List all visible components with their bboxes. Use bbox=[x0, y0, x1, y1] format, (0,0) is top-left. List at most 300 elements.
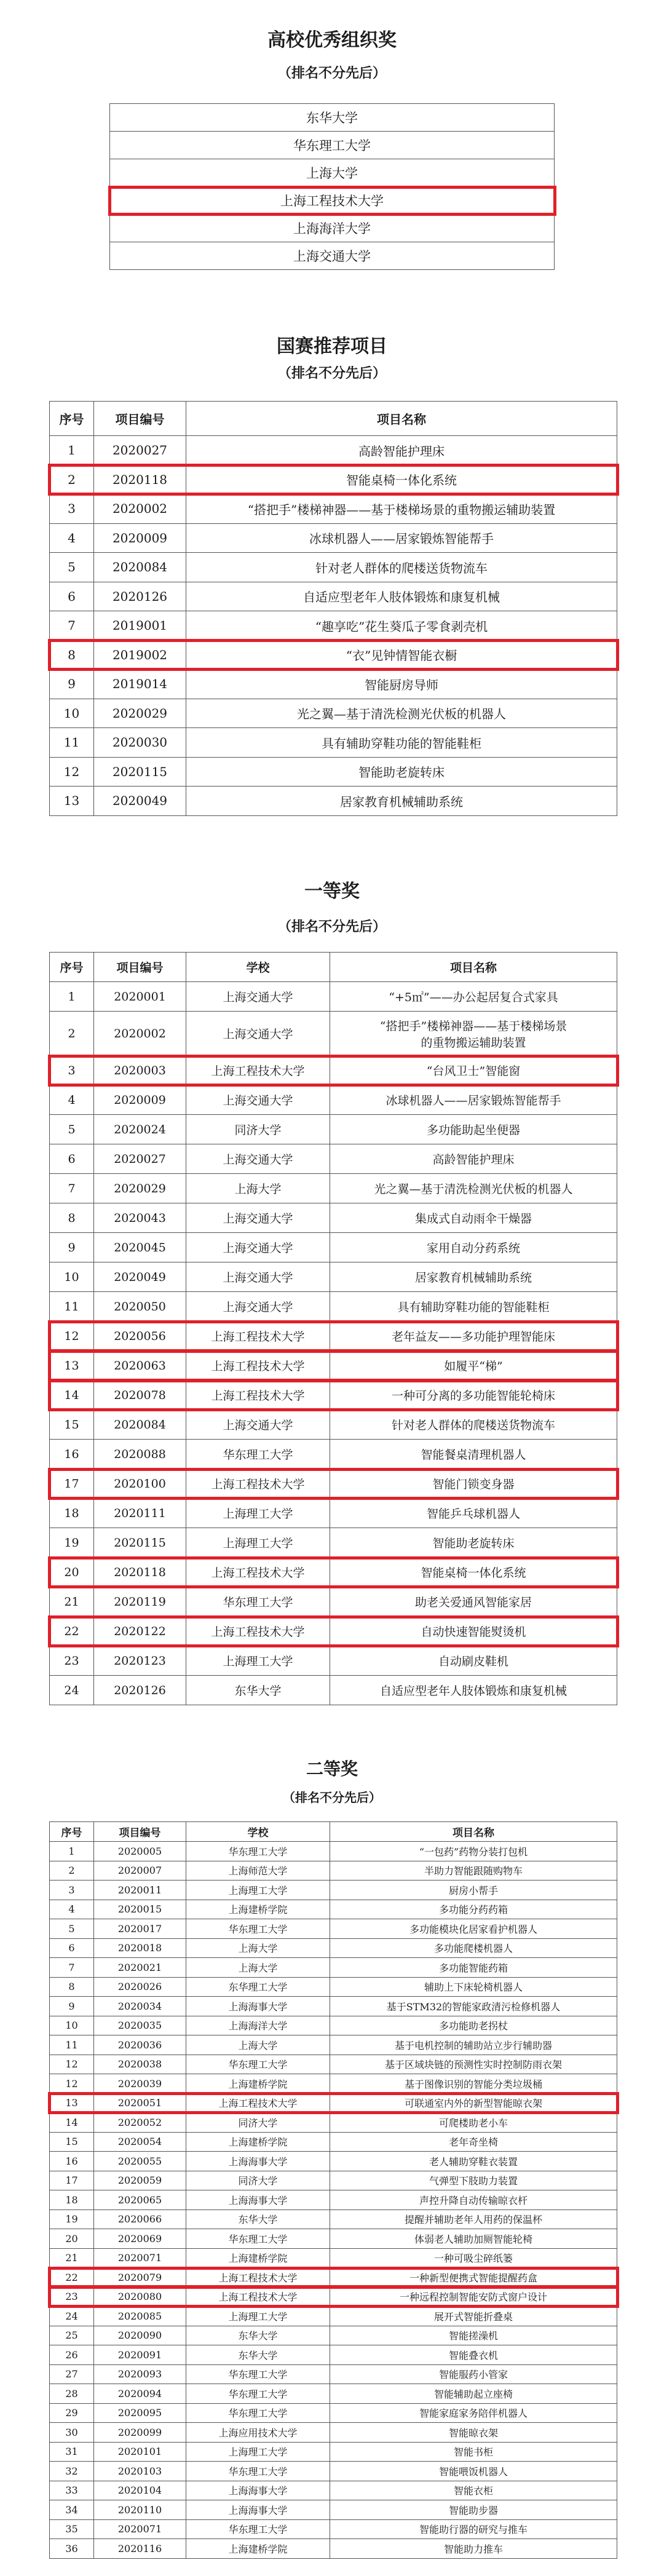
table-cell: 18 bbox=[50, 1499, 94, 1528]
table-cell: 2020002 bbox=[94, 1012, 186, 1056]
table-cell: “趣享吃”花生葵瓜子零食剥壳机 bbox=[186, 611, 617, 641]
table-cell: 上海建桥学院 bbox=[186, 2074, 330, 2094]
table-cell: 2 bbox=[50, 465, 94, 494]
table-row bbox=[50, 1262, 617, 1292]
table-row bbox=[50, 1919, 617, 1939]
table-cell: 22 bbox=[50, 2268, 94, 2288]
table-row bbox=[50, 2016, 617, 2035]
table-cell: 上海理工大学 bbox=[186, 2442, 330, 2462]
table-row bbox=[50, 1958, 617, 1978]
table-cell: 16 bbox=[50, 2152, 94, 2171]
table-cell: 智能家庭家务陪伴机器人 bbox=[330, 2403, 617, 2423]
table-cell: 东华大学 bbox=[186, 1676, 330, 1705]
table-cell: 24 bbox=[50, 2307, 94, 2326]
table-row bbox=[50, 2171, 617, 2190]
table-cell: 12 bbox=[50, 2074, 94, 2094]
table-cell: 2019001 bbox=[94, 611, 186, 641]
table-cell: 上海工程技术大学 bbox=[186, 2093, 330, 2113]
table-cell: 上海建桥学院 bbox=[186, 2539, 330, 2559]
table-cell: 华东理工大学 bbox=[186, 2364, 330, 2384]
column-header: 项目编号 bbox=[94, 953, 186, 982]
table-cell: 华东理工大学 bbox=[186, 2462, 330, 2481]
table-cell: 基于图像识别的智能分类垃圾桶 bbox=[330, 2074, 617, 2094]
table-cell: “台风卫士”智能窗 bbox=[330, 1056, 617, 1085]
table-cell: 上海理工大学 bbox=[186, 1499, 330, 1528]
table-cell: 20 bbox=[50, 2229, 94, 2249]
table-row bbox=[50, 2229, 617, 2249]
school-name: 上海交通大学 bbox=[110, 242, 555, 270]
column-header: 项目名称 bbox=[186, 402, 617, 436]
table-cell: 10 bbox=[50, 1262, 94, 1292]
table-cell: 36 bbox=[50, 2539, 94, 2559]
table-row bbox=[50, 1012, 617, 1056]
table-cell: 自适应型老年人肢体锻炼和康复机械 bbox=[330, 1676, 617, 1705]
table-row bbox=[110, 159, 555, 187]
table-cell: 2020126 bbox=[94, 582, 186, 611]
table-cell: 上海理工大学 bbox=[186, 1528, 330, 1558]
column-header: 项目编号 bbox=[94, 1822, 186, 1842]
table-row bbox=[50, 582, 617, 611]
table-cell: 基于STM32的智能家政清污检修机器人 bbox=[330, 1997, 617, 2016]
table-cell: 16 bbox=[50, 1440, 94, 1469]
table-cell: 2020059 bbox=[94, 2171, 186, 2190]
table-row bbox=[50, 2481, 617, 2500]
org-award-note: （排名不分先后） bbox=[277, 66, 386, 81]
table-cell: 2020065 bbox=[94, 2190, 186, 2210]
table-row bbox=[50, 2152, 617, 2171]
table-cell: 11 bbox=[50, 728, 94, 758]
table-cell: 25 bbox=[50, 2326, 94, 2345]
table-cell: 2020084 bbox=[94, 1410, 186, 1440]
table-cell: 一种新型便携式智能提醒药盒 bbox=[330, 2268, 617, 2288]
table-cell: 上海工程技术大学 bbox=[186, 2268, 330, 2288]
table-cell: 上海工程技术大学 bbox=[186, 1056, 330, 1085]
table-row bbox=[50, 465, 617, 494]
table-row bbox=[50, 2035, 617, 2055]
table-cell: 11 bbox=[50, 2035, 94, 2055]
table-cell: 6 bbox=[50, 1938, 94, 1958]
first-prize-table bbox=[49, 952, 617, 1705]
table-cell: 上海交通大学 bbox=[186, 1144, 330, 1174]
table-row bbox=[50, 728, 617, 758]
table-cell: 24 bbox=[50, 1676, 94, 1705]
school-name: 上海工程技术大学 bbox=[110, 187, 555, 215]
table-row bbox=[50, 1617, 617, 1646]
table-row bbox=[50, 436, 617, 466]
table-cell: 6 bbox=[50, 582, 94, 611]
table-row bbox=[50, 1085, 617, 1115]
table-cell: 9 bbox=[50, 670, 94, 699]
table-cell: 上海师范大学 bbox=[186, 1861, 330, 1880]
table-cell: 2020045 bbox=[94, 1233, 186, 1262]
table-cell: 14 bbox=[50, 2113, 94, 2133]
table-cell: “一包药”药物分装打包机 bbox=[330, 1842, 617, 1861]
table-cell: 29 bbox=[50, 2403, 94, 2423]
table-cell: 2020030 bbox=[94, 728, 186, 758]
table-cell: 5 bbox=[50, 553, 94, 582]
table-cell: 2020003 bbox=[94, 1056, 186, 1085]
table-row bbox=[50, 670, 617, 699]
second-prize-note: （排名不分先后） bbox=[283, 1790, 381, 1805]
table-cell: 一种可分离的多功能智能轮椅床 bbox=[330, 1381, 617, 1410]
table-cell: 10 bbox=[50, 699, 94, 728]
table-cell: 31 bbox=[50, 2442, 94, 2462]
table-row bbox=[50, 1174, 617, 1203]
table-cell: 高龄智能护理床 bbox=[186, 436, 617, 466]
table-cell: 9 bbox=[50, 1233, 94, 1262]
table-cell: 2020026 bbox=[94, 1977, 186, 1997]
table-cell: 17 bbox=[50, 2171, 94, 2190]
table-cell: 华东理工大学 bbox=[186, 1919, 330, 1939]
org-award-title: 高校优秀组织奖 bbox=[267, 30, 397, 51]
table-cell: 华东理工大学 bbox=[186, 2229, 330, 2249]
table-cell: 上海海事大学 bbox=[186, 2152, 330, 2171]
table-cell: 2020056 bbox=[94, 1322, 186, 1351]
table-cell: 针对老人群体的爬楼送货物流车 bbox=[330, 1410, 617, 1440]
table-cell: 2020071 bbox=[94, 2519, 186, 2539]
column-header: 项目编号 bbox=[94, 402, 186, 436]
table-cell: 3 bbox=[50, 1880, 94, 1900]
table-row bbox=[50, 2132, 617, 2152]
table-cell: 7 bbox=[50, 611, 94, 641]
table-cell: 5 bbox=[50, 1115, 94, 1144]
table-cell: 华东理工大学 bbox=[186, 2055, 330, 2074]
table-cell: 上海大学 bbox=[186, 2035, 330, 2055]
table-cell: 13 bbox=[50, 2093, 94, 2113]
table-cell: “+5㎡”——办公起居复合式家具 bbox=[330, 982, 617, 1012]
table-cell: 上海海洋大学 bbox=[186, 2016, 330, 2035]
table-row bbox=[50, 1646, 617, 1676]
table-cell: 2020084 bbox=[94, 553, 186, 582]
table-cell: 展开式智能折叠桌 bbox=[330, 2307, 617, 2326]
second-prize-title: 二等奖 bbox=[306, 1759, 358, 1779]
table-row bbox=[50, 2326, 617, 2345]
table-cell: 光之翼—基于清洗检测光伏板的机器人 bbox=[330, 1174, 617, 1203]
table-cell: 自动快速智能熨烫机 bbox=[330, 1617, 617, 1646]
table-row bbox=[50, 699, 617, 728]
table-row bbox=[50, 1440, 617, 1469]
table-cell: 上海交通大学 bbox=[186, 1233, 330, 1262]
table-cell: 2019014 bbox=[94, 670, 186, 699]
table-row bbox=[50, 2268, 617, 2288]
table-cell: 智能厨房导师 bbox=[186, 670, 617, 699]
table-row bbox=[50, 1938, 617, 1958]
table-cell: 2019002 bbox=[94, 640, 186, 670]
national-table bbox=[49, 401, 617, 816]
first-prize-title: 一等奖 bbox=[304, 881, 360, 902]
table-cell: 2020049 bbox=[94, 787, 186, 816]
table-row bbox=[50, 2287, 617, 2307]
table-cell: 华东理工大学 bbox=[186, 1842, 330, 1861]
table-cell: 上海交通大学 bbox=[186, 1203, 330, 1233]
first-prize-note: （排名不分先后） bbox=[277, 919, 386, 935]
table-row bbox=[50, 1587, 617, 1617]
table-row bbox=[50, 1880, 617, 1900]
table-cell: 上海工程技术大学 bbox=[186, 1381, 330, 1410]
table-cell: 2020093 bbox=[94, 2364, 186, 2384]
table-cell: 23 bbox=[50, 2287, 94, 2307]
table-cell: 19 bbox=[50, 1528, 94, 1558]
table-row bbox=[50, 2307, 617, 2326]
table-cell: 上海交通大学 bbox=[186, 1292, 330, 1322]
table-cell: 8 bbox=[50, 640, 94, 670]
table-cell: 同济大学 bbox=[186, 1115, 330, 1144]
table-cell: 东华理工大学 bbox=[186, 1977, 330, 1997]
table-cell: 2020035 bbox=[94, 2016, 186, 2035]
table-cell: 半助力智能跟随购物车 bbox=[330, 1861, 617, 1880]
table-cell: 智能衣柜 bbox=[330, 2481, 617, 2500]
table-row bbox=[50, 611, 617, 641]
table-cell: 智能桌椅一体化系统 bbox=[186, 465, 617, 494]
table-cell: 华东理工大学 bbox=[186, 2384, 330, 2404]
table-cell: 2020029 bbox=[94, 699, 186, 728]
table-row bbox=[50, 553, 617, 582]
table-cell: 2020002 bbox=[94, 494, 186, 524]
table-cell: 18 bbox=[50, 2190, 94, 2210]
table-cell: 4 bbox=[50, 1085, 94, 1115]
table-row bbox=[50, 2442, 617, 2462]
table-cell: 2020036 bbox=[94, 2035, 186, 2055]
table-row bbox=[50, 1351, 617, 1381]
table-cell: 13 bbox=[50, 787, 94, 816]
table-cell: 2020049 bbox=[94, 1262, 186, 1292]
table-row bbox=[50, 757, 617, 787]
table-row bbox=[50, 2519, 617, 2539]
table-cell: 2020126 bbox=[94, 1676, 186, 1705]
table-cell: 同济大学 bbox=[186, 2171, 330, 2190]
table-cell: 2020055 bbox=[94, 2152, 186, 2171]
table-cell: 4 bbox=[50, 523, 94, 553]
table-row bbox=[50, 1056, 617, 1085]
table-cell: 上海应用技术大学 bbox=[186, 2423, 330, 2443]
table-cell: 上海工程技术大学 bbox=[186, 1469, 330, 1499]
table-cell: 2020099 bbox=[94, 2423, 186, 2443]
table-cell: 上海理工大学 bbox=[186, 1646, 330, 1676]
table-cell: 厨房小帮手 bbox=[330, 1880, 617, 1900]
table-cell: 2020116 bbox=[94, 2539, 186, 2559]
table-row bbox=[50, 2055, 617, 2074]
table-cell: 智能服药小管家 bbox=[330, 2364, 617, 2384]
table-cell: 上海理工大学 bbox=[186, 2307, 330, 2326]
table-cell: 上海大学 bbox=[186, 1958, 330, 1978]
table-cell: “搭把手”楼梯神器——基于楼梯场景的重物搬运辅助装置 bbox=[186, 494, 617, 524]
table-cell: 家用自动分药系统 bbox=[330, 1233, 617, 1262]
table-row bbox=[50, 982, 617, 1012]
table-cell: 多功能分药药箱 bbox=[330, 1900, 617, 1919]
table-row bbox=[50, 1381, 617, 1410]
table-cell: 2020011 bbox=[94, 1880, 186, 1900]
table-row bbox=[110, 187, 555, 215]
table-cell: 同济大学 bbox=[186, 2113, 330, 2133]
table-row bbox=[50, 2423, 617, 2443]
table-cell: 东华大学 bbox=[186, 2345, 330, 2365]
table-cell: 提醒并辅助老年人用药的保温杯 bbox=[330, 2209, 617, 2229]
table-cell: 一种可吸尘碎纸篓 bbox=[330, 2248, 617, 2268]
table-cell: 2020123 bbox=[94, 1646, 186, 1676]
table-cell: 声控升降自动传输晾衣杆 bbox=[330, 2190, 617, 2210]
table-cell: 2020038 bbox=[94, 2055, 186, 2074]
table-cell: 智能晾衣架 bbox=[330, 2423, 617, 2443]
table-row bbox=[50, 1292, 617, 1322]
table-cell: 智能助行器的研究与推车 bbox=[330, 2519, 617, 2539]
table-header bbox=[50, 953, 617, 982]
table-cell: 15 bbox=[50, 1410, 94, 1440]
school-name: 上海海洋大学 bbox=[110, 215, 555, 242]
table-cell: 17 bbox=[50, 1469, 94, 1499]
column-header: 学校 bbox=[186, 953, 330, 982]
column-header: 序号 bbox=[50, 953, 94, 982]
table-cell: 基于区域块链的预测性实时控制防雨衣架 bbox=[330, 2055, 617, 2074]
table-header bbox=[50, 402, 617, 436]
table-cell: 2020007 bbox=[94, 1861, 186, 1880]
table-cell: 2 bbox=[50, 1861, 94, 1880]
table-cell: 老年奇坐椅 bbox=[330, 2132, 617, 2152]
table-row bbox=[50, 494, 617, 524]
table-cell: 多功能爬楼机器人 bbox=[330, 1938, 617, 1958]
table-cell: 2020027 bbox=[94, 436, 186, 466]
table-row bbox=[50, 1861, 617, 1880]
table-cell: 华东理工大学 bbox=[186, 1587, 330, 1617]
table-cell: 冰球机器人——居家锻炼智能帮手 bbox=[330, 1085, 617, 1115]
school-name: 华东理工大学 bbox=[110, 132, 555, 159]
table-cell: 2020051 bbox=[94, 2093, 186, 2113]
table-cell: 上海海事大学 bbox=[186, 2190, 330, 2210]
table-cell: 12 bbox=[50, 2055, 94, 2074]
table-cell: 4 bbox=[50, 1900, 94, 1919]
school-name: 上海大学 bbox=[110, 159, 555, 187]
table-cell: 6 bbox=[50, 1144, 94, 1174]
table-cell: 集成式自动雨伞干燥器 bbox=[330, 1203, 617, 1233]
table-cell: 7 bbox=[50, 1958, 94, 1978]
table-cell: 智能书柜 bbox=[330, 2442, 617, 2462]
table-row bbox=[110, 104, 555, 132]
table-cell: 3 bbox=[50, 494, 94, 524]
table-cell: 2020029 bbox=[94, 1174, 186, 1203]
table-cell: 上海大学 bbox=[186, 1174, 330, 1203]
table-cell: 21 bbox=[50, 2248, 94, 2268]
table-cell: 上海工程技术大学 bbox=[186, 1322, 330, 1351]
table-cell: 2020071 bbox=[94, 2248, 186, 2268]
table-cell: 智能搓澡机 bbox=[330, 2326, 617, 2345]
table-row bbox=[50, 2093, 617, 2113]
table-row bbox=[50, 1842, 617, 1861]
table-cell: 智能乒乓球机器人 bbox=[330, 1499, 617, 1528]
table-cell: 上海交通大学 bbox=[186, 1085, 330, 1115]
table-cell: 智能餐桌清理机器人 bbox=[330, 1440, 617, 1469]
table-cell: 13 bbox=[50, 1351, 94, 1381]
table-cell: 2020069 bbox=[94, 2229, 186, 2249]
table-cell: 上海交通大学 bbox=[186, 1262, 330, 1292]
table-row bbox=[50, 1410, 617, 1440]
table-cell: 上海大学 bbox=[186, 1938, 330, 1958]
table-row bbox=[50, 2190, 617, 2210]
table-cell: 智能叠衣机 bbox=[330, 2345, 617, 2365]
table-cell: 上海交通大学 bbox=[186, 982, 330, 1012]
table-cell: 东华大学 bbox=[186, 2209, 330, 2229]
table-cell: “搭把手”楼梯神器——基于楼梯场景 的重物搬运辅助装置 bbox=[330, 1012, 617, 1056]
table-cell: 智能桌椅一体化系统 bbox=[330, 1558, 617, 1587]
table-cell: 10 bbox=[50, 2016, 94, 2035]
column-header: 序号 bbox=[50, 402, 94, 436]
table-cell: 26 bbox=[50, 2345, 94, 2365]
table-cell: 5 bbox=[50, 1919, 94, 1939]
table-row bbox=[50, 1977, 617, 1997]
table-cell: 2020104 bbox=[94, 2481, 186, 2500]
table-cell: 智能助老旋转床 bbox=[186, 757, 617, 787]
table-row bbox=[110, 215, 555, 242]
table-cell: 老年益友——多功能护理智能床 bbox=[330, 1322, 617, 1351]
table-cell: 2020021 bbox=[94, 1958, 186, 1978]
table-cell: 自动刷皮鞋机 bbox=[330, 1646, 617, 1676]
table-cell: 智能辅助起立座椅 bbox=[330, 2384, 617, 2404]
table-cell: 光之翼—基于清洗检测光伏板的机器人 bbox=[186, 699, 617, 728]
table-cell: 辅助上下床轮椅机器人 bbox=[330, 1977, 617, 1997]
table-cell: 上海交通大学 bbox=[186, 1012, 330, 1056]
table-cell: 2020079 bbox=[94, 2268, 186, 2288]
table-row bbox=[50, 1558, 617, 1587]
table-row bbox=[50, 1144, 617, 1174]
table-row bbox=[50, 2462, 617, 2481]
table-cell: 2020100 bbox=[94, 1469, 186, 1499]
table-cell: 上海建桥学院 bbox=[186, 2248, 330, 2268]
table-cell: 上海工程技术大学 bbox=[186, 1558, 330, 1587]
table-cell: 23 bbox=[50, 1646, 94, 1676]
table-cell: 上海海事大学 bbox=[186, 2481, 330, 2500]
table-cell: 上海工程技术大学 bbox=[186, 2287, 330, 2307]
table-row bbox=[50, 1528, 617, 1558]
table-row bbox=[50, 523, 617, 553]
table-cell: 3 bbox=[50, 1056, 94, 1085]
table-cell: 2020034 bbox=[94, 1997, 186, 2016]
table-cell: 27 bbox=[50, 2364, 94, 2384]
table-cell: 2020118 bbox=[94, 465, 186, 494]
table-cell: 12 bbox=[50, 757, 94, 787]
table-cell: 8 bbox=[50, 1977, 94, 1997]
table-cell: 多功能助老拐杖 bbox=[330, 2016, 617, 2035]
column-header: 项目名称 bbox=[330, 953, 617, 982]
table-cell: 2020009 bbox=[94, 523, 186, 553]
table-row bbox=[50, 1676, 617, 1705]
table-cell: 东华大学 bbox=[186, 2326, 330, 2345]
table-cell: 33 bbox=[50, 2481, 94, 2500]
table-row bbox=[50, 2539, 617, 2559]
table-cell: 智能助力推车 bbox=[330, 2539, 617, 2559]
table-row bbox=[50, 1203, 617, 1233]
column-header: 序号 bbox=[50, 1822, 94, 1842]
table-row bbox=[50, 2209, 617, 2229]
table-cell: 智能喂饭机器人 bbox=[330, 2462, 617, 2481]
table-cell: 2020115 bbox=[94, 1528, 186, 1558]
table-row bbox=[50, 1115, 617, 1144]
table-cell: 2020050 bbox=[94, 1292, 186, 1322]
table-cell: 1 bbox=[50, 1842, 94, 1861]
table-row bbox=[50, 2384, 617, 2404]
table-cell: 2 bbox=[50, 1012, 94, 1056]
table-cell: 2020066 bbox=[94, 2209, 186, 2229]
table-cell: 2020015 bbox=[94, 1900, 186, 1919]
table-cell: 多功能智能药箱 bbox=[330, 1958, 617, 1978]
table-cell: 2020043 bbox=[94, 1203, 186, 1233]
table-cell: 针对老人群体的爬楼送货物流车 bbox=[186, 553, 617, 582]
org-award-table bbox=[109, 103, 555, 270]
table-cell: 2020009 bbox=[94, 1085, 186, 1115]
table-cell: 多功能助起坐便器 bbox=[330, 1115, 617, 1144]
table-cell: 2020018 bbox=[94, 1938, 186, 1958]
table-cell: 22 bbox=[50, 1617, 94, 1646]
table-cell: 智能助步器 bbox=[330, 2500, 617, 2520]
table-cell: 老人辅助穿鞋衣装置 bbox=[330, 2152, 617, 2171]
table-cell: 助老关爱通风智能家居 bbox=[330, 1587, 617, 1617]
